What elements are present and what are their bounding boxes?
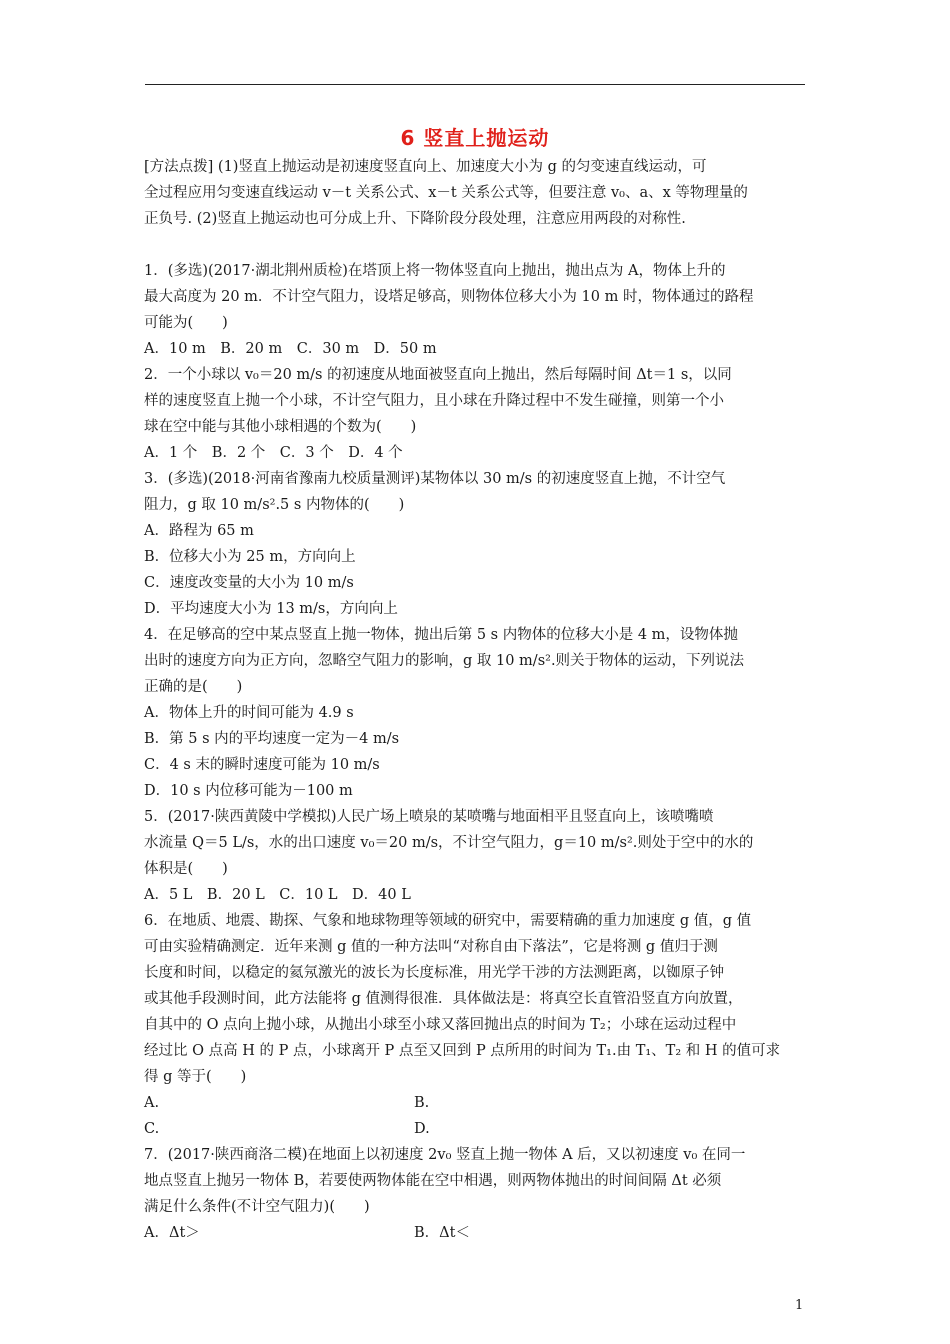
option-d: D．10 s 内位移可能为－100 m: [144, 783, 353, 799]
option-b: B．第 5 s 内的平均速度一定为－4 m/s: [144, 731, 400, 747]
method-line: 正负号. (2)竖直上抛运动也可分成上升、下降阶段分段处理，注意应用两段的对称性.: [144, 211, 686, 227]
option-a: A．Δt＞: [144, 1225, 200, 1241]
question-line: 球在空中能与其他小球相遇的个数为( ): [144, 419, 417, 435]
option-c: C.: [144, 1121, 160, 1137]
question-options: A．5 L B．20 L C．10 L D．40 L: [144, 887, 411, 903]
question-6: [144, 908, 808, 1142]
option-d: D.: [414, 1121, 430, 1137]
page-number: 1: [795, 1298, 804, 1313]
question-3: [144, 466, 808, 622]
question-line: 得 g 等于( ): [144, 1069, 247, 1085]
question-line: 最大高度为 20 m．不计空气阻力，设塔足够高，则物体位移大小为 10 m 时，物体通过的路程: [144, 289, 754, 305]
document-body: [144, 154, 808, 1246]
method-line: 全过程应用匀变速直线运动 v－t 关系公式、x－t 关系公式等，但要注意 v₀、a、x 等物理量的: [144, 185, 748, 201]
question-2: [144, 362, 808, 466]
question-line: 出时的速度方向为正方向，忽略空气阻力的影响，g 取 10 m/s².则关于物体的运动，下列说法: [144, 653, 745, 669]
question-line: 水流量 Q＝5 L/s，水的出口速度 v₀＝20 m/s，不计空气阻力，g＝10 m/s².则处于空中的水的: [144, 835, 754, 851]
option-b: B.: [414, 1095, 430, 1111]
question-line: 地点竖直上抛另一物体 B，若要使两物体能在空中相遇，则两物体抛出的时间间隔 Δt 必须: [144, 1173, 722, 1189]
option-b: B．Δt＜: [414, 1225, 470, 1241]
option-d: D．平均速度大小为 13 m/s，方向向上: [144, 601, 398, 617]
question-line: 正确的是( ): [144, 679, 243, 695]
question-options: A．1 个 B．2 个 C．3 个 D．4 个: [144, 445, 403, 461]
question-line: 可能为( ): [144, 315, 228, 331]
question-line: 自其中的 O 点向上抛小球，从抛出小球至小球又落回抛出点的时间为 T₂；小球在运动过程中: [144, 1017, 737, 1033]
option-a: A．路程为 65 m: [144, 523, 254, 539]
method-line: [方法点拨] (1)竖直上抛运动是初速度竖直向上、加速度大小为 g 的匀变速直线运动，可: [144, 159, 707, 175]
page-title: 6 竖直上抛运动: [400, 126, 550, 150]
question-line: 7．(2017·陕西商洛二模)在地面上以初速度 2v₀ 竖直上抛一物体 A 后，又以初速度 v₀ 在同一: [144, 1147, 746, 1163]
question-line: 5．(2017·陕西黄陵中学模拟)人民广场上喷泉的某喷嘴与地面相平且竖直向上，该喷嘴喷: [144, 809, 714, 825]
question-line: 3．(多选)(2018·河南省豫南九校质量测评)某物体以 30 m/s 的初速度竖直上抛，不计空气: [144, 471, 726, 487]
option-b: B．位移大小为 25 m，方向向上: [144, 549, 356, 565]
question-1: [144, 258, 808, 362]
question-line: 样的速度竖直上抛一个小球，不计空气阻力，且小球在升降过程中不发生碰撞，则第一个小: [144, 393, 724, 409]
question-line: 满足什么条件(不计空气阻力)( ): [144, 1199, 370, 1215]
option-c: C．速度改变量的大小为 10 m/s: [144, 575, 354, 591]
question-5: [144, 804, 808, 908]
option-a: A.: [144, 1095, 160, 1111]
question-line: 长度和时间，以稳定的氦氖激光的波长为长度标准，用光学干涉的方法测距离，以铷原子钟: [144, 965, 724, 981]
question-options: A．10 m B．20 m C．30 m D．50 m: [144, 341, 437, 357]
option-a: A．物体上升的时间可能为 4.9 s: [144, 705, 354, 721]
question-line: 体积是( ): [144, 861, 228, 877]
question-line: 1．(多选)(2017·湖北荆州质检)在塔顶上将一物体竖直向上抛出，抛出点为 A，物体上升的: [144, 263, 726, 279]
question-line: 2．一个小球以 v₀＝20 m/s 的初速度从地面被竖直向上抛出，然后每隔时间 Δt＝1 s，以同: [144, 367, 732, 383]
question-line: 阻力，g 取 10 m/s².5 s 内物体的( ): [144, 497, 405, 513]
method-tip: [144, 154, 808, 232]
header-rule: [145, 84, 805, 85]
question-line: 6．在地质、地震、勘探、气象和地球物理等领域的研究中，需要精确的重力加速度 g 值，g 值: [144, 913, 752, 929]
question-4: [144, 622, 808, 804]
option-c: C．4 s 末的瞬时速度可能为 10 m/s: [144, 757, 380, 773]
question-line: 4．在足够高的空中某点竖直上抛一物体，抛出后第 5 s 内物体的位移大小是 4 m，设物体抛: [144, 627, 738, 643]
question-7: [144, 1142, 808, 1246]
question-line: 或其他手段测时间，此方法能将 g 值测得很准．具体做法是：将真空长直管沿竖直方向放置，: [144, 991, 743, 1007]
question-line: 可由实验精确测定．近年来测 g 值的一种方法叫“对称自由下落法”，它是将测 g 值归于测: [144, 939, 718, 955]
question-line: 经过比 O 点高 H 的 P 点，小球离开 P 点至又回到 P 点所用的时间为 T₁.由 T₁、T₂ 和 H 的值可求: [144, 1043, 781, 1059]
